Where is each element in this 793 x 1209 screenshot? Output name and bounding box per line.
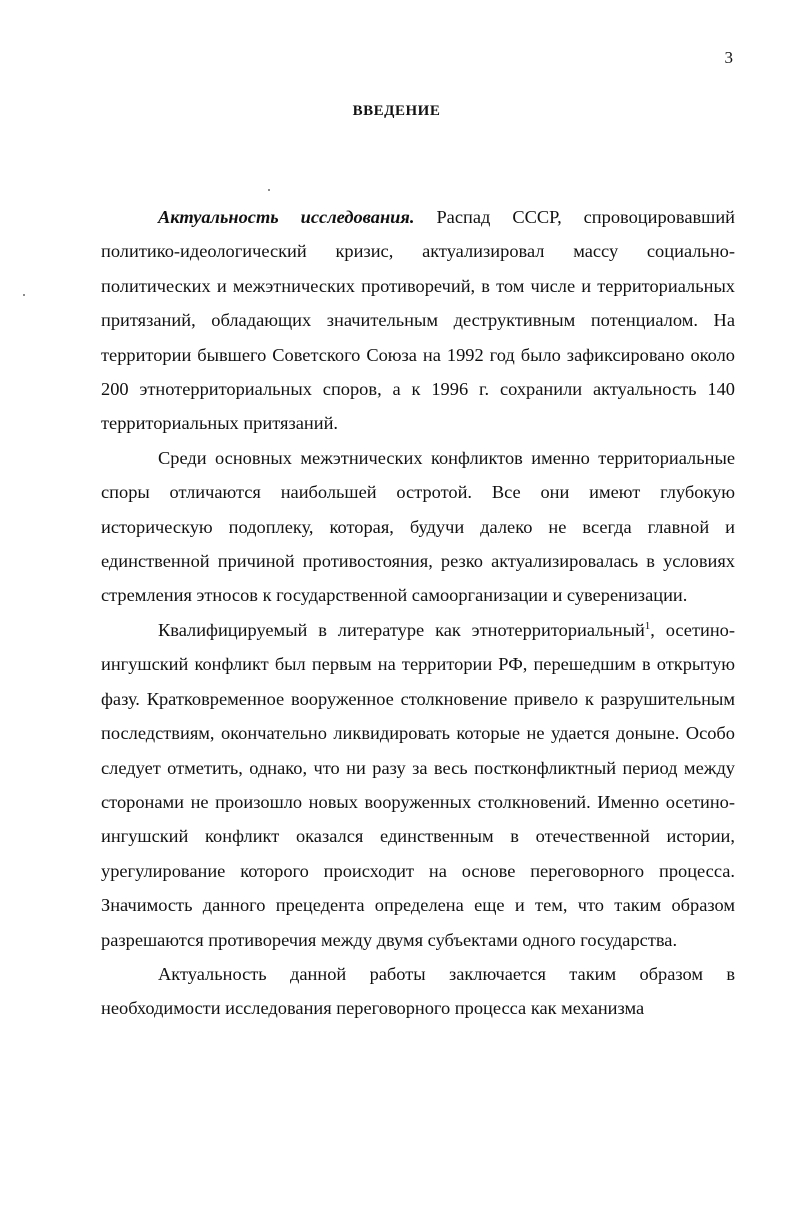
- body-text: [101, 200, 735, 1026]
- paragraph-ossetian-ingush-conflict: [101, 613, 735, 957]
- paragraph-text: Квалифицируемый в литературе как этнотерриториальный: [158, 619, 645, 640]
- page-number: 3: [724, 48, 733, 67]
- paragraph-territorial-disputes: Среди основных межэтнических конфликтов именно территориальные споры отличаются наибольшей остротой. Все они имеют глубокую историческую подоплеку, которая, будучи далеко не всегда главной и единственной причиной противостояния, резко актуализировалась в условиях стремления этносов к государственной самоорганизации и суверенизации.: [101, 447, 735, 606]
- section-heading: ВВЕДЕНИЕ: [352, 103, 441, 119]
- footnote-marker: 1: [644, 619, 651, 632]
- paragraph-work-relevance: Актуальность данной работы заключается таким образом в необходимости исследования переговорного процесса как механизма: [101, 963, 735, 1019]
- scan-speck: [23, 294, 25, 296]
- scan-speck: [268, 189, 270, 191]
- paragraph-text: , осетино-ингушский конфликт был первым на территории РФ, перешедшим в открытую фазу. Кратковременное вооруженное столкновение привело к разрушительным последствиям, окончательно ликвидировать которые не удается доныне. Особо следует отметить, однако, что ни разу за весь постконфликтный период между сторонами не произошло новых вооруженных столкновений. Именно осетино-ингушский конфликт оказался единственным в отечественной истории, урегулирование которого происходит на основе переговорного процесса. Значимость данного прецедента определена еще и тем, что таким образом разрешаются противоречия между двумя субъектами одного государства.: [101, 619, 735, 950]
- paragraph-relevance: [101, 200, 735, 441]
- paragraph-text: Распад СССР, спровоцировавший политико-идеологический кризис, актуализировал массу социально-политических и межэтнических противоречий, в том числе и территориальных притязаний, обладающих значительным деструктивным потенциалом. На территории бывшего Советского Союза на 1992 год было зафиксировано около 200 этнотерриториальных споров, а к 1996 г. сохранили актуальность 140 территориальных притязаний.: [101, 207, 736, 434]
- paragraph-lead: Актуальность исследования.: [158, 207, 415, 227]
